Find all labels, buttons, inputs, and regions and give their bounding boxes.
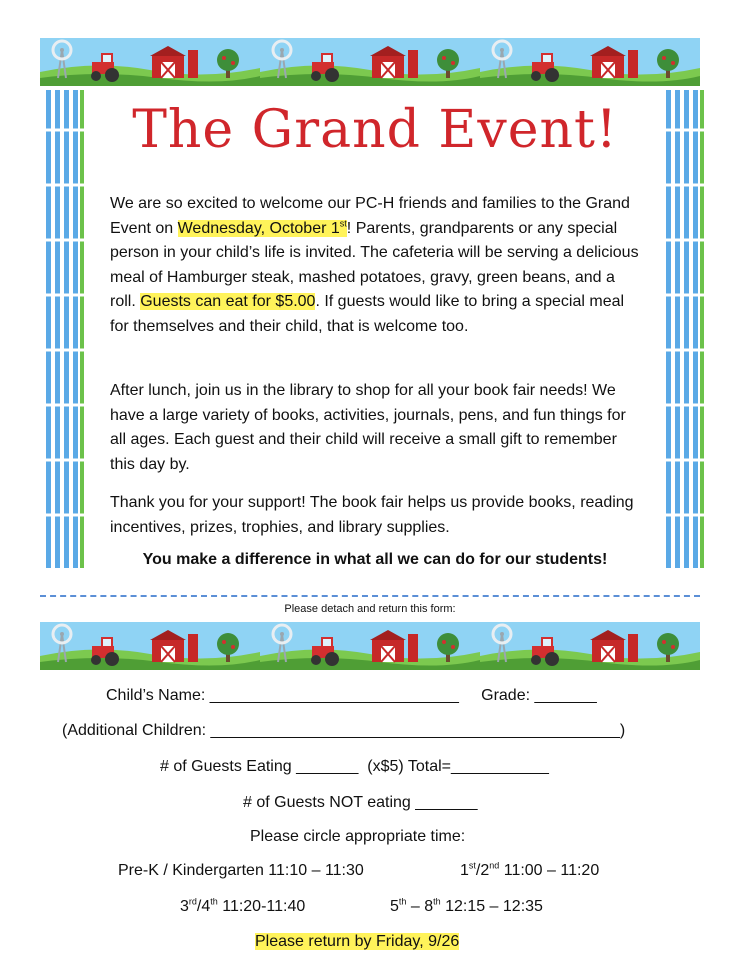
invitation-text-end: . If guests would like to bring a special meal for themselves and their child, that is welcome too. (110, 293, 625, 335)
farm-banner-top (40, 38, 700, 86)
circle-time-instruction: Please circle appropriate time: (250, 828, 466, 845)
fence-right-illustration (662, 90, 704, 568)
detach-note: Please detach and return this form: (284, 603, 456, 615)
time-option-5th-8th[interactable]: 5th – 8th 12:15 – 12:35 (390, 896, 543, 915)
paragraph-thanks: Thank you for your support! The book fair helps us provide books, reading incentives, prizes, trophies, and library supplies. (110, 494, 634, 536)
page-title: The Grand Event! (132, 100, 618, 160)
closing-statement: You make a difference in what all we can do for our students! (142, 551, 608, 568)
return-deadline: Please return by Friday, 9/26 (255, 933, 460, 950)
invitation-text-middle: ! Parents, grandparents or any special person in your child’s life is invited. The cafeteria will be serving a delicious meal of Hamburger steak, mashed potatoes, gravy, green beans, and a roll. (110, 219, 639, 310)
farm-scene-illustration (40, 622, 700, 670)
invitation-text-start: We are so excited to welcome our PC-H friends and families to the Grand Event on (110, 195, 630, 237)
price-highlight: Guests can eat for $5.00 (140, 293, 316, 310)
detach-line (40, 595, 700, 597)
additional-children-field[interactable]: (Additional Children: ______________________________________________) (62, 722, 626, 739)
fence-left-illustration (42, 90, 84, 568)
farm-banner-bottom (40, 622, 700, 670)
event-date-highlight: Wednesday, October 1st (177, 218, 347, 237)
paragraph-library: After lunch, join us in the library to shop for all your book fair needs! We have a large variety of books, activities, journals, pens, and fun things for all ages. Each guest and their child will receive a small gift to remember this day by. (110, 382, 626, 473)
child-name-field[interactable]: Child’s Name: ____________________________ Grade: _______ (106, 687, 597, 704)
time-option-prek[interactable]: Pre-K / Kindergarten 11:10 – 11:30 (118, 862, 364, 879)
guests-not-eating-field[interactable]: # of Guests NOT eating _______ (243, 794, 478, 811)
guests-eating-field[interactable]: # of Guests Eating _______ (x$5) Total=___________ (160, 758, 549, 775)
paragraph-invitation (110, 192, 645, 339)
time-option-1st-2nd[interactable]: 1st/2nd 11:00 – 11:20 (460, 860, 600, 879)
farm-scene-illustration (40, 38, 700, 86)
time-option-3rd-4th[interactable]: 3rd/4th 11:20-11:40 (180, 896, 306, 915)
